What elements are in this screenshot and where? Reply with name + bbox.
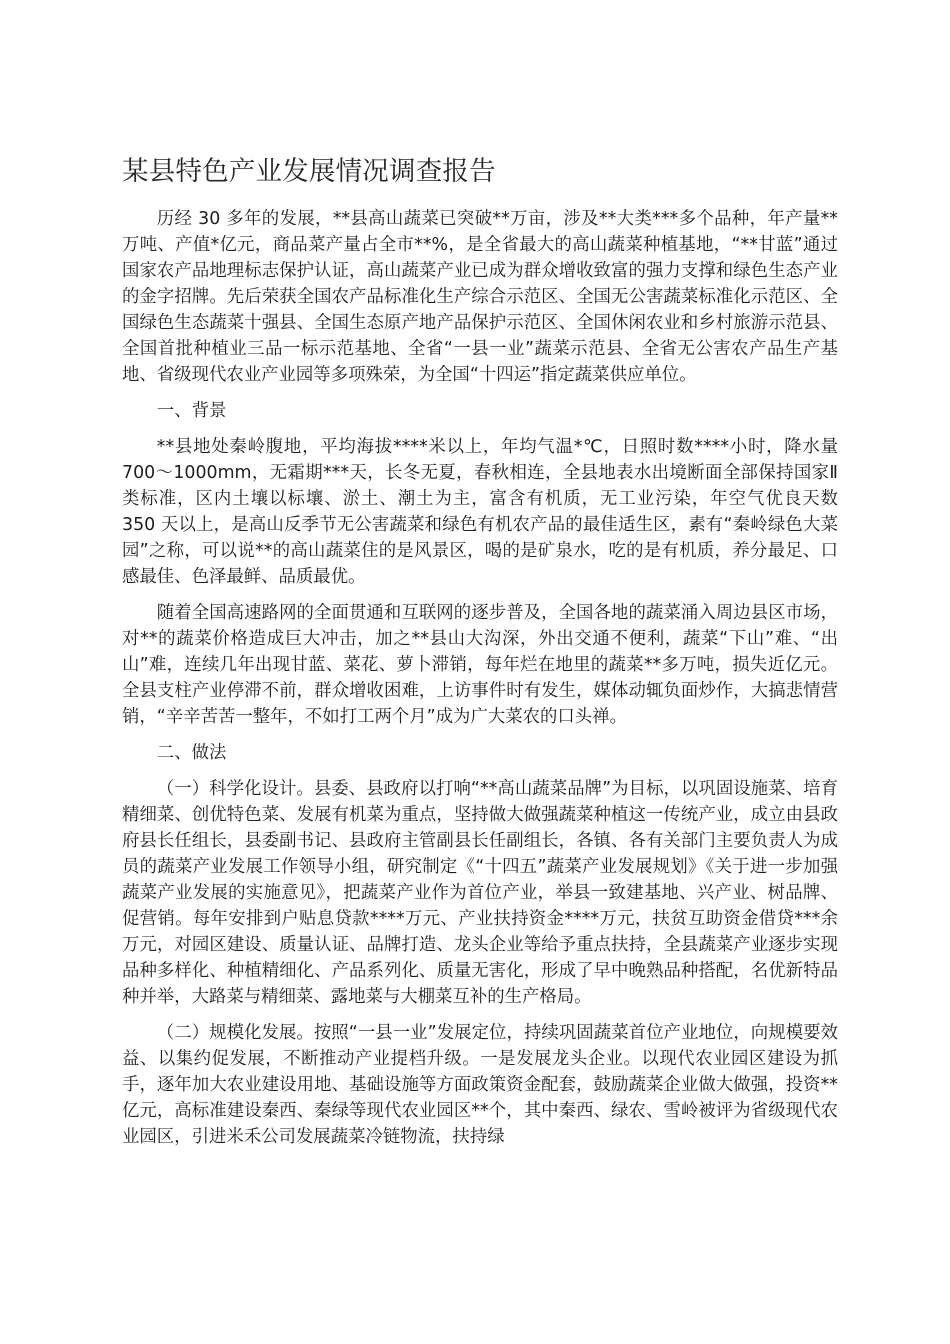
background-paragraph-2: 随着全国高速路网的全面贯通和互联网的逐步普及，全国各地的蔬菜涌入周边县区市场，对**的蔬菜价格造成巨大冲击，加之**县山大沟深，外出交通不便利，蔬菜“下山”难、“出山”难，连续几年出现甘蓝、菜花、萝卜滞销，每年烂在地里的蔬菜**多万吨，损失近亿元。全县支柱产业停滞不前，群众增收困难，上访事件时有发生，媒体动辄负面炒作，大搞悲情营销，“辛辛苦苦一整年，不如打工两个月”成为广大菜农的口头禅。 [122,603,838,727]
intro-paragraph: 历经 30 多年的发展，**县高山蔬菜已突破**万亩，涉及**大类***多个品种，年产量**万吨、产值*亿元，商品菜产量占全市**%，是全省最大的高山蔬菜种植基地，“**甘蓝”通过国家农产品地理标志保护认证，高山蔬菜产业已成为群众增收致富的强力支撑和绿色生态产业的金字招牌。先后荣获全国农产品标准化生产综合示范区、全国无公害蔬菜标准化示范区、全国绿色生态蔬菜十强县、全国生态原产地产品保护示范区、全国休闲农业和乡村旅游示范县、全国首批种植业三品一标示范基地、全省“一县一业”蔬菜示范县、全省无公害农产品生产基地、省级现代农业产业园等多项殊荣，为全国“十四运”指定蔬菜供应单位。 [122,209,838,385]
section-heading-methods: 二、做法 [156,743,227,763]
method-paragraph-2: （二）规模化发展。按照“一县一业”发展定位，持续巩固蔬菜首位产业地位，向规模要效益、以集约促发展，不断推动产业提档升级。一是发展龙头企业。以现代农业园区建设为抓手，逐年加大农业建设用地、基础设施等方面政策资金配套，鼓励蔬菜企业做大做强，投资**亿元，高标准建设秦西、秦绿等现代农业园区**个，其中秦西、绿农、雪岭被评为省级现代农业园区，引进米禾公司发展蔬菜冷链物流，扶持绿 [122,1023,838,1147]
section-heading-background: 一、背景 [156,401,227,421]
page-title: 某县特色产业发展情况调查报告 [122,156,496,187]
background-paragraph-1: **县地处秦岭腹地，平均海拔****米以上，年均气温*℃，日照时数****小时，降水量 700～1000mm，无霜期***天，长冬无夏，春秋相连，全县地表水出境断面全部保持国家Ⅱ类标准，区内土壤以标壤、淤土、潮土为主，富含有机质，无工业污染，年空气优良天数 350 天以上，是高山反季节无公害蔬菜和绿色有机农产品的最佳适生区，素有“秦岭绿色大菜园”之称，可以说**的高山蔬菜住的是风景区，喝的是矿泉水，吃的是有机质，养分最足、口感最佳、色泽最鲜、品质最优。 [122,437,838,587]
document-body [122,206,838,1150]
method-paragraph-1: （一）科学化设计。县委、县政府以打响“**高山蔬菜品牌”为目标，以巩固设施菜、培育精细菜、创优特色菜、发展有机菜为重点，坚持做大做强蔬菜种植这一传统产业，成立由县政府县长任组长，县委副书记、县政府主管副县长任副组长，各镇、各有关部门主要负责人为成员的蔬菜产业发展工作领导小组，研究制定《“十四五”蔬菜产业发展规划》《关于进一步加强蔬菜产业发展的实施意见》，把蔬菜产业作为首位产业，举县一致建基地、兴产业、树品牌、促营销。每年安排到户贴息贷款****万元、产业扶持资金****万元，扶贫互助资金借贷***余万元，对园区建设、质量认证、品牌打造、龙头企业等给予重点扶持，全县蔬菜产业逐步实现品种多样化、种植精细化、产品系列化、质量无害化，形成了早中晚熟品种搭配，名优新特品种并举，大路菜与精细菜、露地菜与大棚菜互补的生产格局。 [122,779,838,1007]
